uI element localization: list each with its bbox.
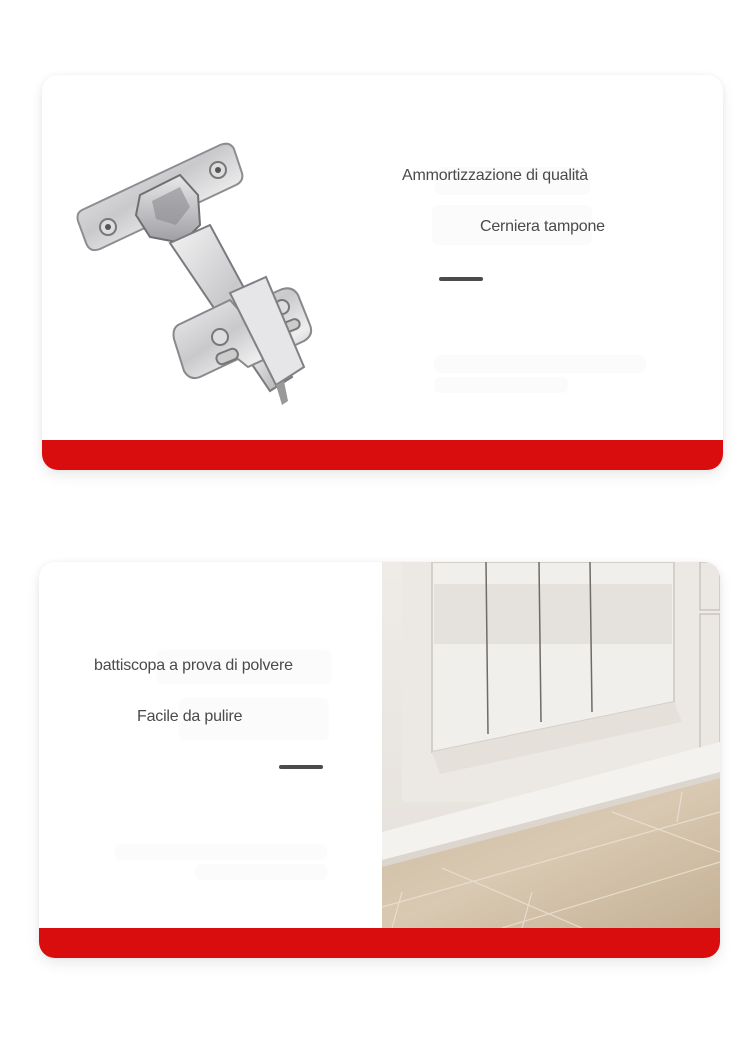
cabinet-hinge-image <box>70 115 370 415</box>
card-title: Ammortizzazione di qualità <box>402 167 588 184</box>
feature-card-skirting <box>39 562 720 958</box>
faded-caption <box>434 377 568 393</box>
divider-dash <box>439 277 483 281</box>
faded-caption <box>195 864 327 880</box>
card-subtitle: Cerniera tampone <box>480 218 605 235</box>
card-title: battiscopa a prova di polvere <box>94 657 293 674</box>
skirting-board-image <box>382 562 720 928</box>
card-subtitle: Facile da pulire <box>137 708 243 725</box>
red-accent-band <box>42 440 723 470</box>
faded-caption <box>115 844 327 860</box>
faded-caption <box>434 355 646 373</box>
feature-card-hinge <box>42 75 723 470</box>
red-accent-band <box>39 928 720 958</box>
divider-dash <box>279 765 323 769</box>
